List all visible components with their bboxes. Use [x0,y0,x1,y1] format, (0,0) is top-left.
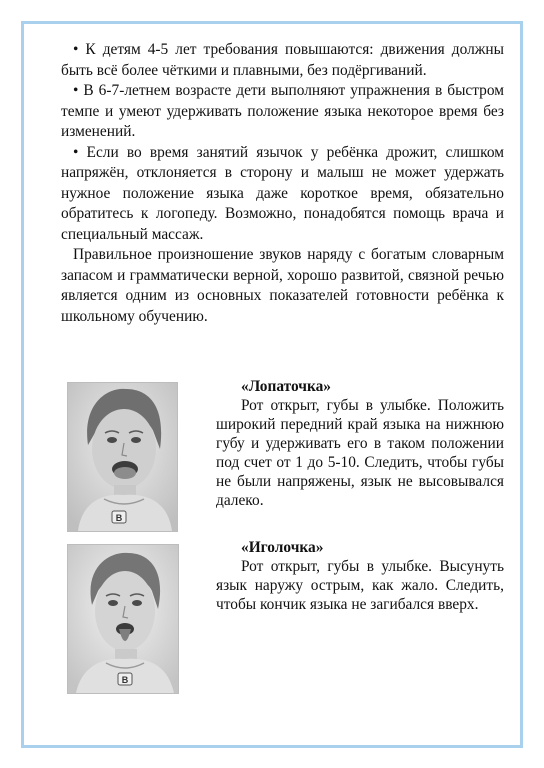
exercise-title: «Иголочка» [241,539,324,556]
child-face-pointed-tongue-image [68,545,178,693]
exercise-lopatochka [216,377,504,510]
svg-text:B: B [115,513,123,523]
child-face-wide-tongue-image [68,383,177,531]
paragraph-speech-therapist: • Если во время занятий язычок у ребёнка дрожит, слишком напряжён, отклоняется в сторону и малыш не может удержать нужное положение языка даже короткое время, обязательно обратитесь к логопеду. Возможно, понадобятся помощь врача и специальный массаж. [61,143,504,243]
exercise-description: Рот открыт, губы в улыбке. Высунуть язык наружу острым, как жало. Следить, чтобы кончик языка не загибался вверх. [216,558,504,613]
photo-lopatochka [67,382,178,532]
svg-text:B: B [121,675,129,685]
paragraph-age-4-5: • К детям 4-5 лет требования повышаются: движения должны быть всё более чёткими и плавными, без подёргиваний. [61,41,504,79]
photo-igolochka [67,544,179,694]
exercise-igolochka [216,538,504,614]
exercise-description: Рот открыт, губы в улыбке. Положить широкий передний край языка на нижнюю губу и удерживать его в таком положении под счет от 1 до 5-10. Следить, чтобы губы не были напряжены, язык не высовывался далеко. [216,397,504,509]
main-text [61,40,504,327]
paragraph-age-6-7: • В 6-7-летнем возрасте дети выполняют упражнения в быстром темпе и умеют удерживать положение языка некоторое время без изменений. [61,82,504,140]
exercise-title: «Лопаточка» [241,378,331,395]
paragraph-conclusion: Правильное произношение звуков наряду с богатым словарным запасом и грамматически верной, хорошо развитой, связной речью является одним из основных показателей готовности ребёнка к школьному обучению. [61,246,504,325]
